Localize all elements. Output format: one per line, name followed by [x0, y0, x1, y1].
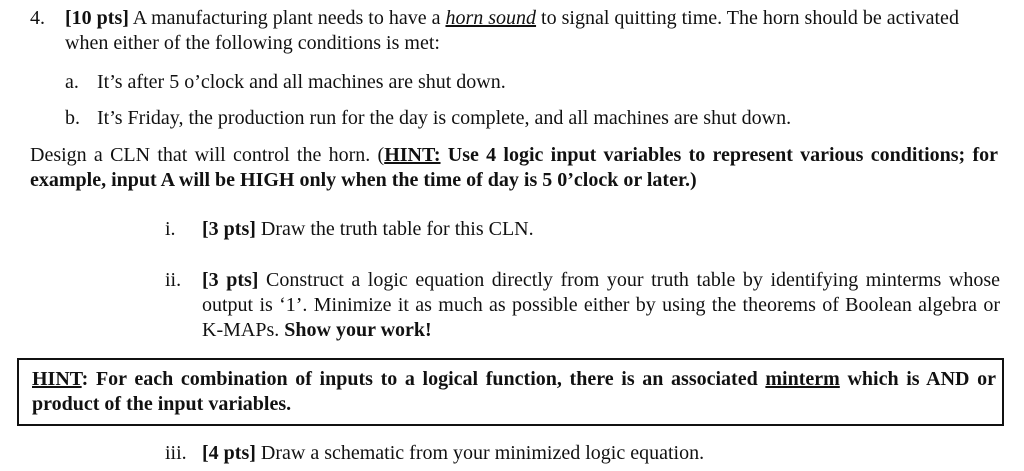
part-ii — [165, 268, 1000, 343]
hint-box-text-b: which is AND or product of the input variables. — [32, 368, 997, 415]
part-description: Draw a schematic from your minimized logic equation. — [255, 442, 705, 464]
question-number: 4. — [30, 7, 45, 29]
condition-letter: a. — [65, 71, 79, 93]
condition-letter: b. — [65, 107, 80, 129]
minterm-word: minterm — [765, 368, 840, 390]
condition-text: It’s Friday, the production run for the day is complete, and all machines are shut down. — [97, 107, 792, 129]
part-description: Construct a logic equation directly from your truth table by identifying minterms whose output is ‘1’. Minimize it as much as possible either by using the theorems of Boolean algebra or K-MAPs. — [202, 269, 1000, 341]
part-number: ii. — [165, 269, 182, 291]
part-text — [202, 441, 1000, 466]
question-intro — [65, 6, 1005, 56]
hint-word: HINT: — [384, 144, 441, 166]
part-i — [165, 217, 1000, 242]
part-points: [3 pts] — [202, 218, 256, 240]
part-description: Draw the truth table for this CLN. — [255, 218, 534, 240]
hint-box-text — [32, 367, 996, 417]
part-text — [202, 217, 1000, 242]
condition-b — [65, 106, 1005, 131]
horn-sound-emphasis: horn sound — [445, 7, 537, 29]
part-points: [4 pts] — [202, 442, 256, 464]
design-text-b: Use 4 logic input variables to represent various conditions; for example, input A will be HIGH only when the time of day is 5 0’clock or later.) — [30, 144, 999, 191]
design-instructions — [30, 143, 998, 193]
part-points: [3 pts] — [202, 269, 259, 291]
intro-text-a: A manufacturing plant needs to have a — [128, 7, 446, 29]
part-text — [202, 268, 1000, 343]
part-number: i. — [165, 218, 176, 240]
intro-text-b: to signal quitting time. The horn should be activated when either of the following conditions is met: — [65, 7, 959, 54]
hint-box — [17, 358, 1004, 426]
condition-a — [65, 70, 1005, 95]
condition-text: It’s after 5 o’clock and all machines are shut down. — [97, 71, 506, 93]
hint-box-text-a: : For each combination of inputs to a logical function, there is an associated — [81, 368, 766, 390]
part-number: iii. — [165, 442, 187, 464]
question-4 — [30, 6, 1005, 56]
design-text-a: Design a CLN that will control the horn. ( — [30, 144, 385, 166]
question-points: [10 pts] — [65, 7, 129, 29]
part-iii — [165, 441, 1000, 466]
show-work-emphasis: Show your work! — [284, 319, 432, 341]
hint-box-label: HINT — [32, 368, 82, 390]
